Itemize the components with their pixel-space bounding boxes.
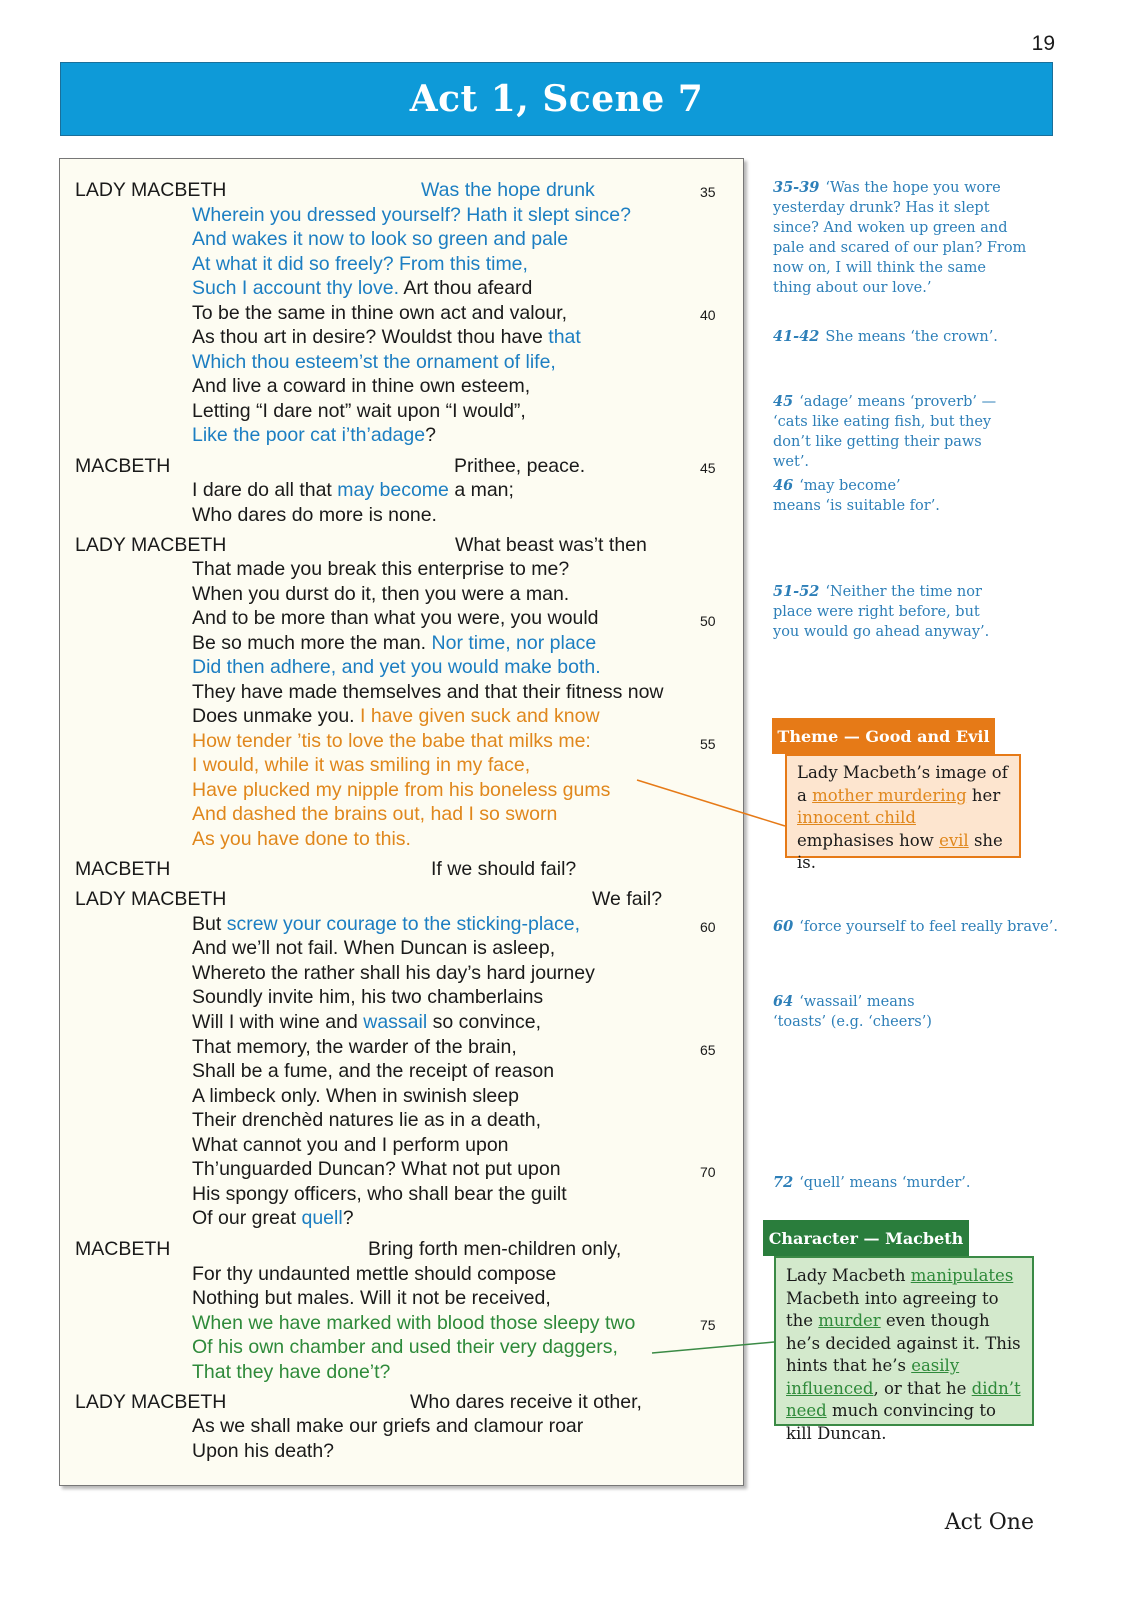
script-line: When we have marked with blood those sleepy two (192, 1312, 636, 1334)
script-line: Who dares receive it other, (410, 1391, 642, 1413)
script-line: As we shall make our griefs and clamour roar (192, 1415, 584, 1437)
speaker-label: MACBETH (75, 1238, 171, 1260)
script-line: And wakes it now to look so green and pale (192, 228, 569, 250)
script-line: Will I with wine and wassail so convince, (192, 1011, 541, 1033)
script-line: Nothing but males. Will it not be received, (192, 1287, 551, 1309)
script-line: Soundly invite him, his two chamberlains (192, 986, 544, 1008)
script-line: Their drenchèd natures lie as in a death, (192, 1109, 542, 1131)
script-line: Shall be a fume, and the receipt of reason (192, 1060, 555, 1082)
margin-note: 41-42 She means ‘the crown’. (773, 328, 998, 345)
line-number: 70 (700, 1164, 716, 1180)
script-line: That they have done’t? (192, 1361, 391, 1383)
script-line: Th’unguarded Duncan? What not put upon (192, 1158, 561, 1180)
theme-tag: Theme — Good and Evil (772, 718, 995, 754)
line-number: 75 (700, 1317, 716, 1333)
script-line: His spongy officers, who shall bear the guilt (192, 1183, 567, 1205)
line-number: 45 (700, 460, 716, 476)
script-line: If we should fail? (431, 858, 577, 880)
script-line: And to be more than what you were, you would (192, 607, 599, 629)
script-line: Have plucked my nipple from his boneless gums (192, 779, 611, 801)
script-line: Whereto the rather shall his day’s hard journey (192, 962, 595, 984)
character-callout: Lady Macbeth manipulates Macbeth into agreeing to the murder even though he’s decided against it. This hints that he’s easily influenced, or that he didn’t need much convincing to kill Duncan. (774, 1256, 1034, 1426)
line-number: 50 (700, 613, 716, 629)
speaker-label: LADY MACBETH (75, 1391, 227, 1413)
script-line: Like the poor cat i’th’adage? (192, 424, 436, 446)
script-line: That made you break this enterprise to me? (192, 558, 570, 580)
margin-note: 35-39 ‘Was the hope you wore yesterday drunk? Has it slept since? And woken up green and pale and scared of our plan? From now on, I will think the same thing about our love.’ (773, 179, 1027, 296)
script-line: What beast was’t then (455, 534, 647, 556)
scene-title: Act 1, Scene 7 (409, 78, 704, 120)
script-line: How tender ’tis to love the babe that milks me: (192, 730, 591, 752)
script-line: Which thou esteem’st the ornament of life, (192, 351, 556, 373)
script-line: That memory, the warder of the brain, (192, 1036, 517, 1058)
script-line: When you durst do it, then you were a man. (192, 583, 570, 605)
script-line: A limbeck only. When in swinish sleep (192, 1085, 519, 1107)
line-number: 55 (700, 736, 716, 752)
speaker-label: LADY MACBETH (75, 179, 227, 201)
line-number: 40 (700, 307, 716, 323)
script-line: Wherein you dressed yourself? Hath it slept since? (192, 204, 631, 226)
character-tag: Character — Macbeth (763, 1220, 969, 1256)
script-line: Such I account thy love. Art thou afeard (192, 277, 533, 299)
script-line: Of his own chamber and used their very daggers, (192, 1336, 618, 1358)
speaker-label: MACBETH (75, 455, 171, 477)
theme-callout: Lady Macbeth’s image of a mother murdering her innocent child emphasises how evil she is. (785, 754, 1021, 858)
page-number: 19 (1031, 32, 1055, 55)
margin-note: 46 ‘may become’ means ‘is suitable for’. (773, 477, 940, 514)
script-line: For thy undaunted mettle should compose (192, 1263, 557, 1285)
script-text-box (59, 158, 744, 1486)
script-line: Of our great quell? (192, 1207, 354, 1229)
margin-note: 60 ‘force yourself to feel really brave’. (773, 918, 1058, 935)
script-line: And we’ll not fail. When Duncan is asleep, (192, 937, 556, 959)
script-line: Prithee, peace. (454, 455, 586, 477)
script-line: Be so much more the man. Nor time, nor place (192, 632, 597, 654)
script-line: I dare do all that may become a man; (192, 479, 514, 501)
margin-note: 51-52 ‘Neither the time nor place were right before, but you would go ahead anyway’. (773, 583, 990, 640)
script-line: We fail? (592, 888, 663, 910)
line-number: 65 (700, 1042, 716, 1058)
script-line: And live a coward in thine own esteem, (192, 375, 531, 397)
script-line: But screw your courage to the sticking-place, (192, 913, 581, 935)
script-line: Upon his death? (192, 1440, 335, 1462)
line-number: 60 (700, 919, 716, 935)
script-line: Letting “I dare not” wait upon “I would”, (192, 400, 526, 422)
script-line: I would, while it was smiling in my face, (192, 754, 531, 776)
speaker-label: MACBETH (75, 858, 171, 880)
scene-title-banner (60, 62, 1053, 136)
script-line: Who dares do more is none. (192, 504, 437, 526)
footer-act-label: Act One (944, 1510, 1034, 1535)
margin-note: 64 ‘wassail’ means ‘toasts’ (e.g. ‘cheers’) (773, 993, 932, 1030)
script-line: To be the same in thine own act and valour, (192, 302, 568, 324)
script-line: At what it did so freely? From this time, (192, 253, 528, 275)
margin-note: 45 ‘adage’ means ‘proverb’ — ‘cats like eating fish, but they don’t like getting their paws wet’. (773, 393, 997, 470)
script-line: And dashed the brains out, had I so sworn (192, 803, 558, 825)
speaker-label: LADY MACBETH (75, 534, 227, 556)
script-line: Did then adhere, and yet you would make both. (192, 656, 601, 678)
script-line: As thou art in desire? Wouldst thou have that (192, 326, 581, 348)
script-line: They have made themselves and that their fitness now (192, 681, 664, 703)
script-line: Was the hope drunk (421, 179, 595, 201)
line-number: 35 (700, 184, 716, 200)
script-line: As you have done to this. (192, 828, 411, 850)
script-line: What cannot you and I perform upon (192, 1134, 509, 1156)
script-line: Does unmake you. I have given suck and know (192, 705, 600, 727)
margin-note: 72 ‘quell’ means ‘murder’. (773, 1174, 971, 1191)
script-line: Bring forth men-children only, (368, 1238, 622, 1260)
speaker-label: LADY MACBETH (75, 888, 227, 910)
